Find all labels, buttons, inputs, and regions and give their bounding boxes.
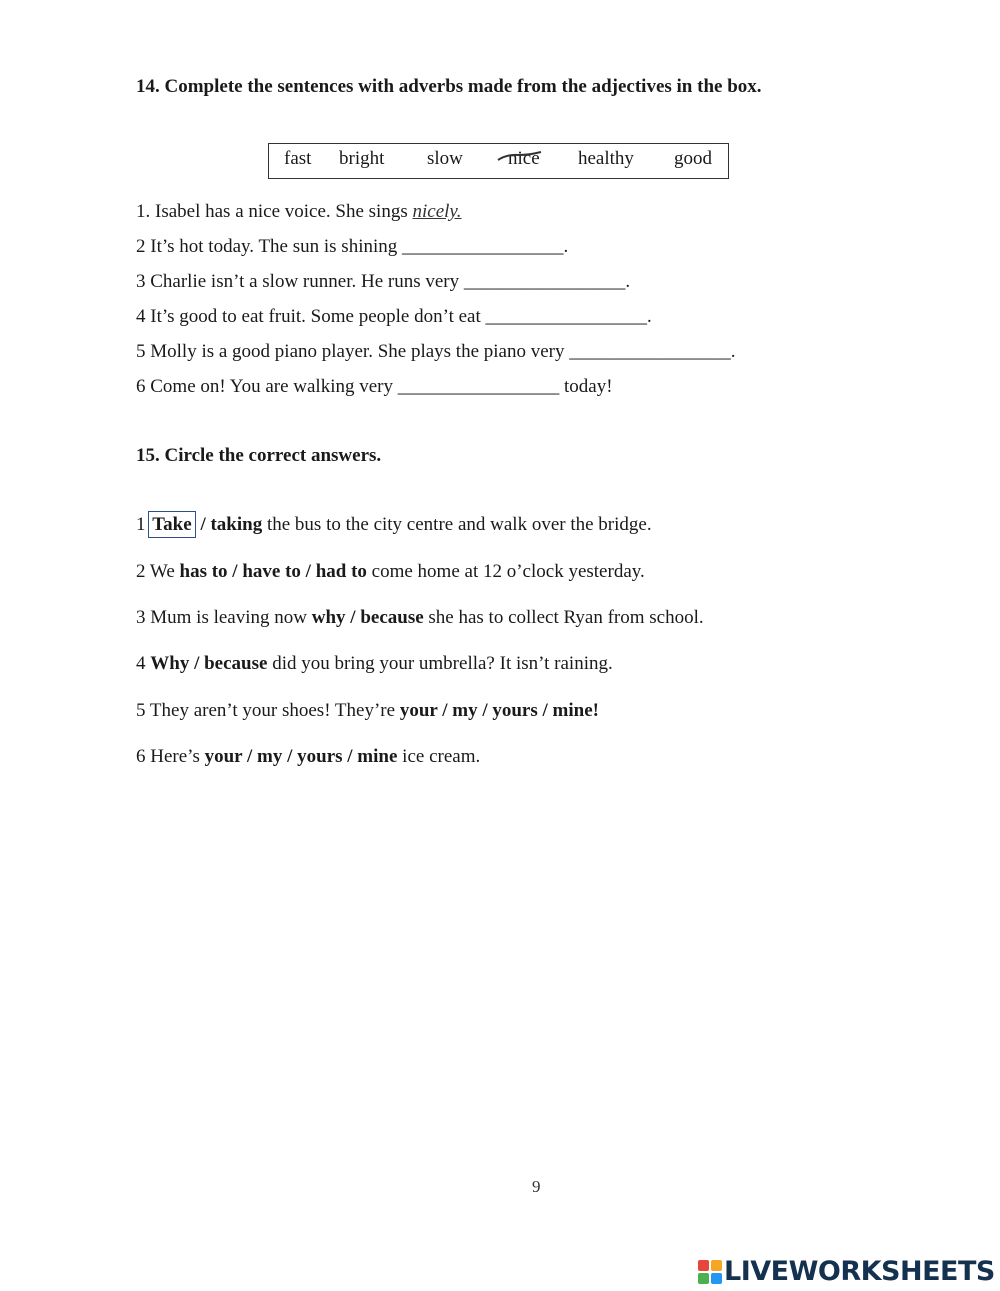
q1-option-taking[interactable]: / taking bbox=[200, 514, 263, 535]
q6-post: ice cream. bbox=[397, 746, 481, 767]
box-word-nice: nice bbox=[508, 148, 540, 169]
liveworksheets-logo[interactable] bbox=[698, 1256, 995, 1287]
q4-options[interactable]: Why / because bbox=[150, 653, 268, 674]
ex15-question-4 bbox=[136, 653, 613, 675]
exercise-14-heading: 14. Complete the sentences with adverbs made from the adjectives in the box. bbox=[136, 76, 762, 97]
q2-post: come home at 12 o’clock yesterday. bbox=[366, 561, 645, 582]
ex14-sentence-3: 3 Charlie isn’t a slow runner. He runs very _________________. bbox=[136, 271, 631, 292]
ex15-question-2 bbox=[136, 561, 645, 583]
box-word-bright: bright bbox=[339, 148, 385, 169]
ex15-question-5 bbox=[136, 700, 599, 722]
example-prefix: 1. Isabel has a nice voice. She sings bbox=[136, 201, 413, 222]
q3-options[interactable]: why / because bbox=[311, 607, 424, 628]
example-sentence bbox=[136, 201, 462, 223]
q1-rest: the bus to the city centre and walk over the bridge. bbox=[262, 514, 652, 535]
ex15-question-6 bbox=[136, 746, 480, 768]
circled-answer-take[interactable]: Take bbox=[148, 511, 195, 538]
logo-text: LIVEWORKSHEETS bbox=[724, 1256, 995, 1287]
example-answer: nicely. bbox=[412, 201, 462, 222]
q5-options[interactable]: your / my / yours / mine! bbox=[399, 700, 599, 721]
q5-pre: 5 They aren’t your shoes! They’re bbox=[136, 700, 400, 721]
q6-pre: 6 Here’s bbox=[136, 746, 205, 767]
strikethrough-mark bbox=[497, 150, 543, 164]
q1-number: 1 bbox=[136, 514, 146, 535]
ex14-sentence-5: 5 Molly is a good piano player. She plays the piano very _________________. bbox=[136, 341, 736, 362]
box-word-slow: slow bbox=[427, 148, 463, 169]
q4-pre: 4 bbox=[136, 653, 151, 674]
ex14-sentence-2: 2 It’s hot today. The sun is shining _________________. bbox=[136, 236, 569, 257]
box-word-fast: fast bbox=[284, 148, 312, 169]
q2-options[interactable]: has to / have to / had to bbox=[179, 561, 367, 582]
ex14-sentence-6: 6 Come on! You are walking very _________________ today! bbox=[136, 376, 613, 397]
exercise-15-heading: 15. Circle the correct answers. bbox=[136, 445, 382, 466]
ex15-question-1 bbox=[136, 511, 652, 538]
q3-pre: 3 Mum is leaving now bbox=[136, 607, 312, 628]
ex15-question-3 bbox=[136, 607, 704, 629]
logo-blocks-icon bbox=[698, 1260, 722, 1284]
q2-pre: 2 We bbox=[136, 561, 180, 582]
q4-post: did you bring your umbrella? It isn’t raining. bbox=[267, 653, 613, 674]
box-word-healthy: healthy bbox=[578, 148, 634, 169]
page-number: 9 bbox=[532, 1177, 541, 1196]
q6-options[interactable]: your / my / yours / mine bbox=[204, 746, 398, 767]
q3-post: she has to collect Ryan from school. bbox=[423, 607, 704, 628]
box-word-good: good bbox=[674, 148, 712, 169]
ex14-sentence-4: 4 It’s good to eat fruit. Some people don’t eat _________________. bbox=[136, 306, 652, 327]
